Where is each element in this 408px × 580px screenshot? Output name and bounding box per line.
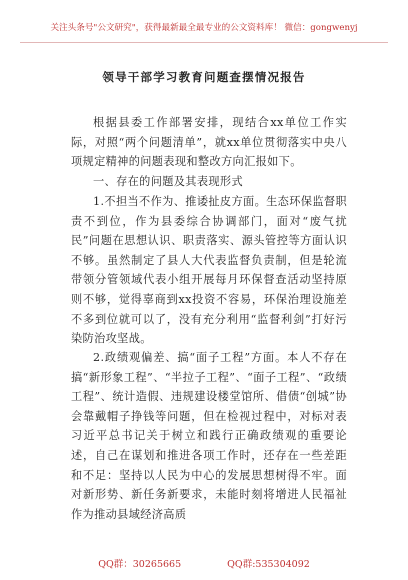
- footer-qq-group-1: QQ群：30265665: [98, 559, 182, 570]
- item-1-paragraph: 1.不担当不作为、推诿扯皮方面。生态环保监督职责不到位，作为县委综合协调部门，面对“废气扰民”问题在思想认识、职责落实、源头管控等方面认识不够。虽然制定了县人大代表监督负责制，但是轮流带领分管领域代表小组开展每月环保督查活动坚持原则不够，觉得辜商到xx投资不容易，环保治理设施差不多到位就可以了，没有充分利用“监督利剑”打好污染防治攻坚战。: [71, 195, 347, 346]
- page-footer: [0, 556, 408, 570]
- page-header: [0, 6, 408, 40]
- section-heading: 一、存在的问题及其表现形式: [93, 175, 243, 188]
- header-promo-text: 关注头条号"公文研究"，获得最新最全最专业的公文资料库！ 微信：gongwenyj: [50, 23, 358, 33]
- document-title: 领导干部学习教育问题查摆情况报告: [102, 70, 306, 84]
- footer-qq-group-2: QQ群:535304092: [227, 559, 310, 570]
- header-divider: [20, 42, 388, 43]
- item-2-paragraph: 2.政绩观偏差、搞“面子工程”方面。本人不存在搞“新形象工程”、“半拉子工程”、“面子工程”、“政绩工程”、统计造假、违规建设楼堂馆所、借债“创城”协会靠戴帽子挣钱等问题，但在检视过程中，对标对表习近平总书记关于树立和践行正确政绩观的重要论述，自己在谋划和推进各项工作时，还存在一些差距和不足：坚持以人民为中心的发展思想树得不牢。面对新形势、新任务新要求，未能时刻将增进人民福祉作为推动县域经济高质: [71, 351, 347, 521]
- intro-paragraph: 根据县委工作部署安排，现结合xx单位工作实际，对照“两个问题清单”，就xx单位贯彻落实中央八项规定精神的问题表现和整改方向汇报如下。: [71, 116, 347, 169]
